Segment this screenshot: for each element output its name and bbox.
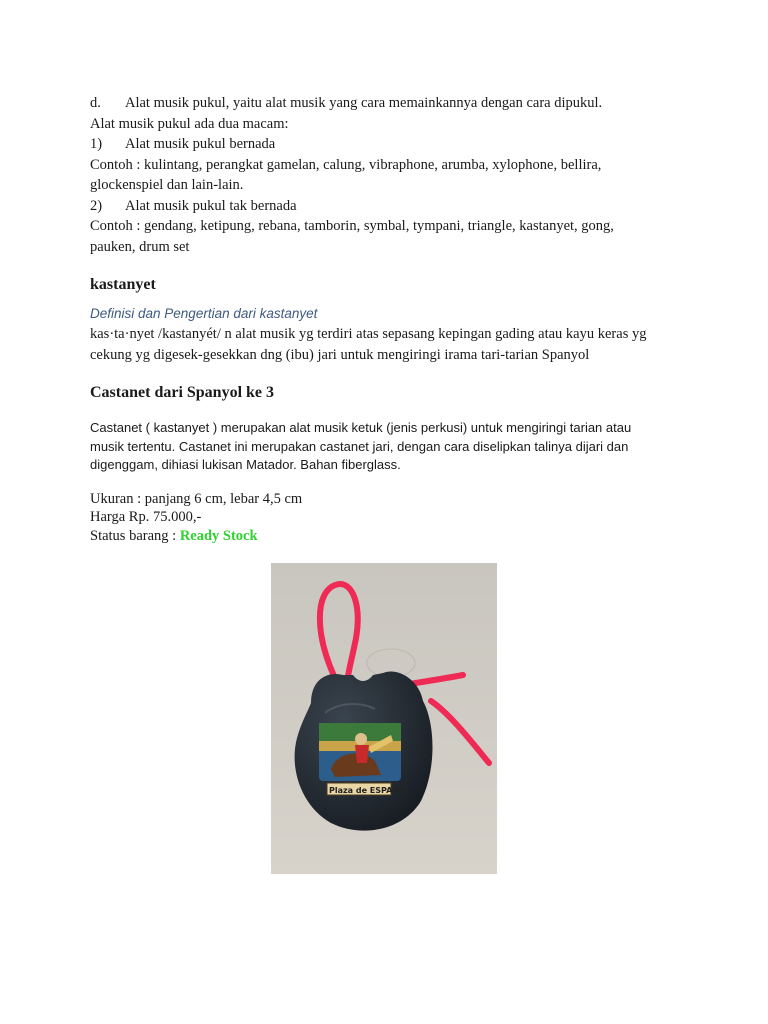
list-item-1	[90, 134, 690, 155]
example-line: glockenspiel dan lain-lain.	[90, 177, 244, 193]
document-body	[90, 93, 690, 545]
status-value: Ready Stock	[179, 527, 258, 544]
list-marker: 1)	[90, 136, 103, 152]
description-line: Castanet ( kastanyet ) merupakan alat musik ketuk (jenis perkusi) untuk mengiringi tarian atau	[90, 420, 632, 435]
kastanyet-heading: kastanyet	[90, 276, 156, 293]
description-line: digenggam, dihiasi lukisan Matador. Bahan fiberglass.	[90, 457, 401, 472]
description-line: musik tertentu. Castanet ini merupakan castanet jari, dengan cara diselipkan talinya dijari dan	[90, 438, 629, 454]
size-line: Ukuran : panjang 6 cm, lebar 4,5 cm	[90, 490, 303, 507]
status-line	[90, 527, 690, 546]
castanet-photo	[271, 563, 497, 874]
list-intro: Alat musik pukul ada dua macam:	[90, 115, 289, 132]
list-marker: d.	[90, 95, 101, 111]
product-description	[90, 419, 690, 545]
plaza-label: Plaza de ESPAÑA	[329, 786, 406, 795]
definition-line: kas·ta·nyet /kastanyét/ n alat musik yg terdiri atas sepasang kepingan gading atau kayu keras yg	[90, 326, 647, 342]
status-label: Status barang :	[90, 527, 180, 544]
list-marker: 2)	[90, 197, 103, 214]
price-line: Harga Rp. 75.000,-	[90, 509, 202, 525]
definition-line: cekung yg digesek-gesekkan dng (ibu) jari untuk mengiringi irama tari-tarian Spanyol	[90, 346, 590, 363]
list-item-text: Alat musik pukul, yaitu alat musik yang cara memainkannya dengan cara dipukul.	[125, 95, 603, 111]
definition-title: Definisi dan Pengertian dari kastanyet	[90, 306, 318, 321]
product-heading: Castanet dari Spanyol ke 3	[90, 384, 275, 401]
example-line: Contoh : gendang, ketipung, rebana, tamborin, symbal, tympani, triangle, kastanyet, gong,	[90, 218, 614, 234]
list-item-text: Alat musik pukul bernada	[125, 136, 276, 152]
list-item-text: Alat musik pukul tak bernada	[125, 197, 297, 214]
list-item-2	[90, 196, 690, 217]
example-line: Contoh : kulintang, perangkat gamelan, calung, vibraphone, arumba, xylophone, bellira,	[90, 156, 602, 173]
list-item-d	[90, 93, 690, 114]
example-line: pauken, drum set	[90, 238, 190, 255]
